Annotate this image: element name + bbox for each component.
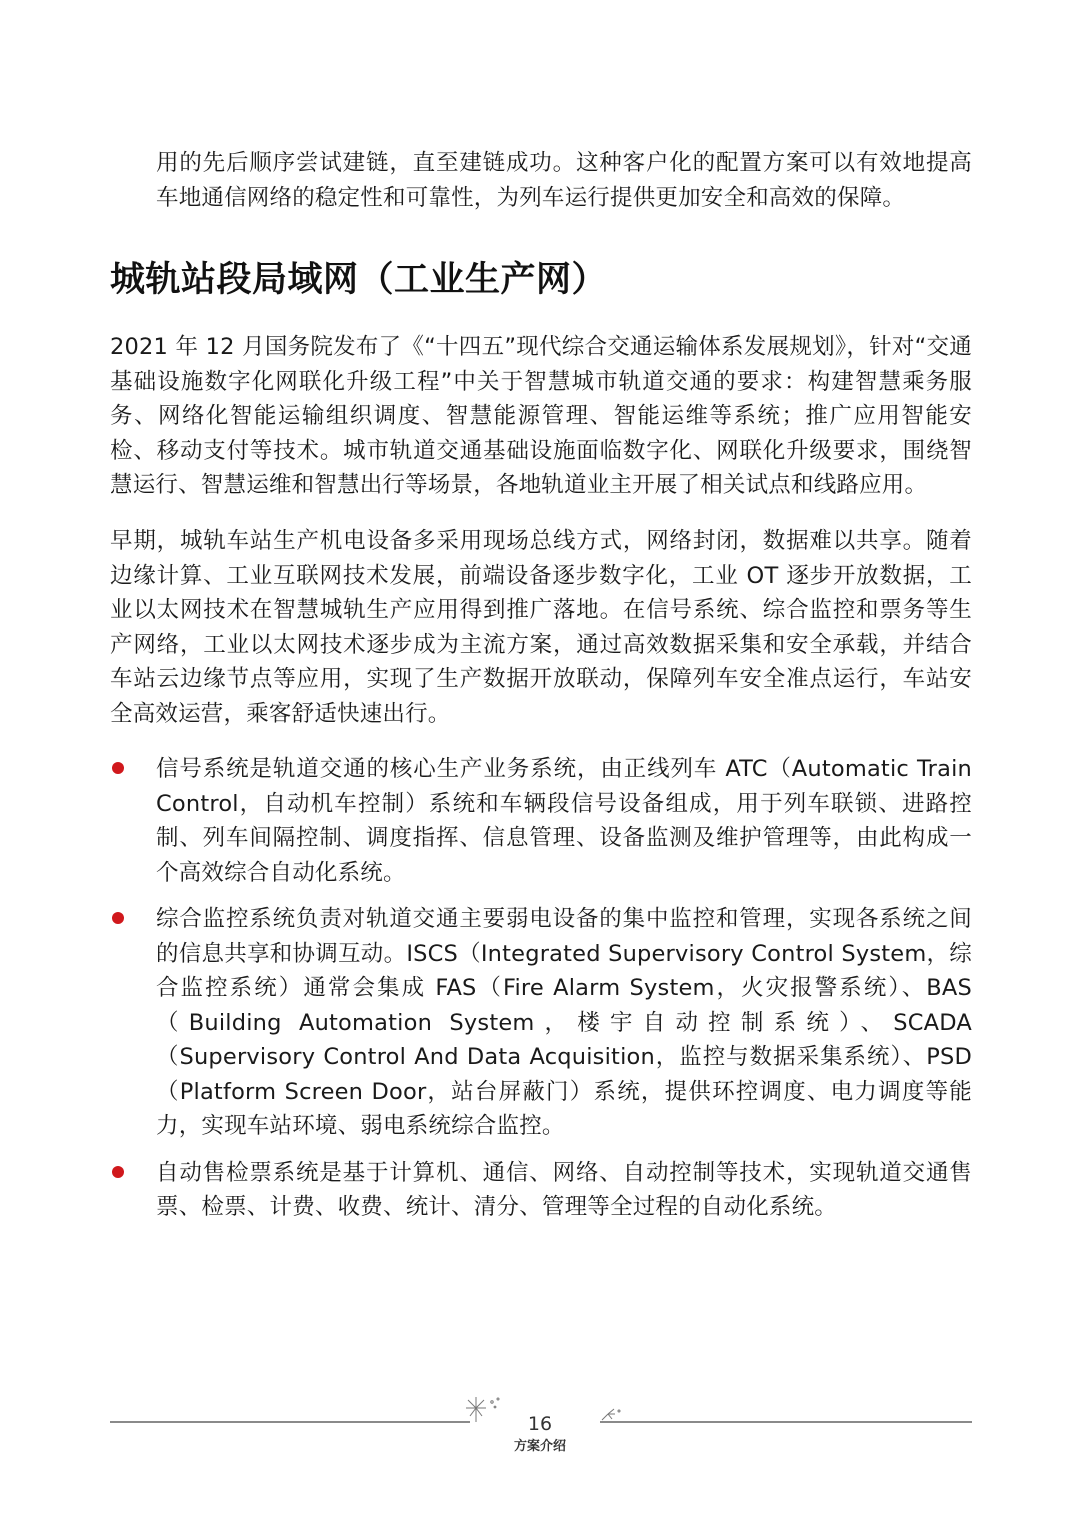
body-paragraph: 2021 年 12 月国务院发布了《“十四五”现代综合交通运输体系发展规划》，针对“交通基础设施数字化网联化升级工程”中关于智慧城市轨道交通的要求：构建智慧乘务服务、网络化智能运输组织调度、智慧能源管理、智能运维等系统；推广应用智能安检、移动支付等技术。城市轨道交通基础设施面临数字化、网联化升级要求，围绕智慧运行、智慧运维和智慧出行等场景，各地轨道业主开展了相关试点和线路应用。 [110, 334, 972, 498]
section-heading: 城轨站段局域网（工业生产网） [110, 260, 608, 300]
intro-paragraph: 用的先后顺序尝试建链，直至建链成功。这种客户化的配置方案可以有效地提高车地通信网络的稳定性和可靠性，为列车运行提供更加安全和高效的保障。 [156, 150, 972, 211]
bullet-dot-icon [112, 912, 124, 924]
dandelion-icon [462, 1394, 504, 1424]
list-item-text: 信号系统是轨道交通的核心生产业务系统，由正线列车 ATC（Automatic Train Control，自动机车控制）系统和车辆段信号设备组成，用于列车联锁、进路控制、列车间隔控制、调度指挥、信息管理、设备监测及维护管理等，由此构成一个高效综合自动化系统。 [156, 756, 972, 886]
list-item-text: 自动售检票系统是基于计算机、通信、网络、自动控制等技术，实现轨道交通售票、检票、计费、收费、统计、清分、管理等全过程的自动化系统。 [156, 1159, 972, 1220]
list-item [110, 902, 972, 1144]
bullet-dot-icon [112, 762, 124, 774]
footer-rule-right [600, 1421, 972, 1423]
list-item [110, 1156, 972, 1225]
list-item-text: 综合监控系统负责对轨道交通主要弱电设备的集中监控和管理，实现各系统之间的信息共享和协调互动。ISCS（Integrated Supervisory Control System，综合监控系统）通常会集成 FAS（Fire Alarm System，火灾报警系统）、BAS（Building Automation System，楼宇自动控制系统）、SCADA（Supervisory Control And Data Acquisition，监控与数据采集系统）、PSD（Platform Screen Door，站台屏蔽门）系统，提供环控调度、电力调度等能力，实现车站环境、弱电系统综合监控。 [156, 906, 972, 1139]
bullet-dot-icon [112, 1166, 124, 1178]
list-item [110, 752, 972, 890]
page-number: 16 [527, 1413, 553, 1435]
footer-rule-left [110, 1421, 470, 1423]
bullet-list [110, 752, 972, 1237]
footer-section-label: 方案介绍 [513, 1439, 566, 1454]
seed-icon [600, 1406, 624, 1422]
body-paragraph: 早期，城轨车站生产机电设备多采用现场总线方式，网络封闭，数据难以共享。随着边缘计算、工业互联网技术发展，前端设备逐步数字化，工业 OT 逐步开放数据，工业以太网技术在智慧城轨生产应用得到推广落地。在信号系统、综合监控和票务等生产网络，工业以太网技术逐步成为主流方案，通过高效数据采集和安全承载，并结合车站云边缘节点等应用，实现了生产数据开放联动，保障列车安全准点运行，车站安全高效运营，乘客舒适快速出行。 [110, 528, 972, 727]
